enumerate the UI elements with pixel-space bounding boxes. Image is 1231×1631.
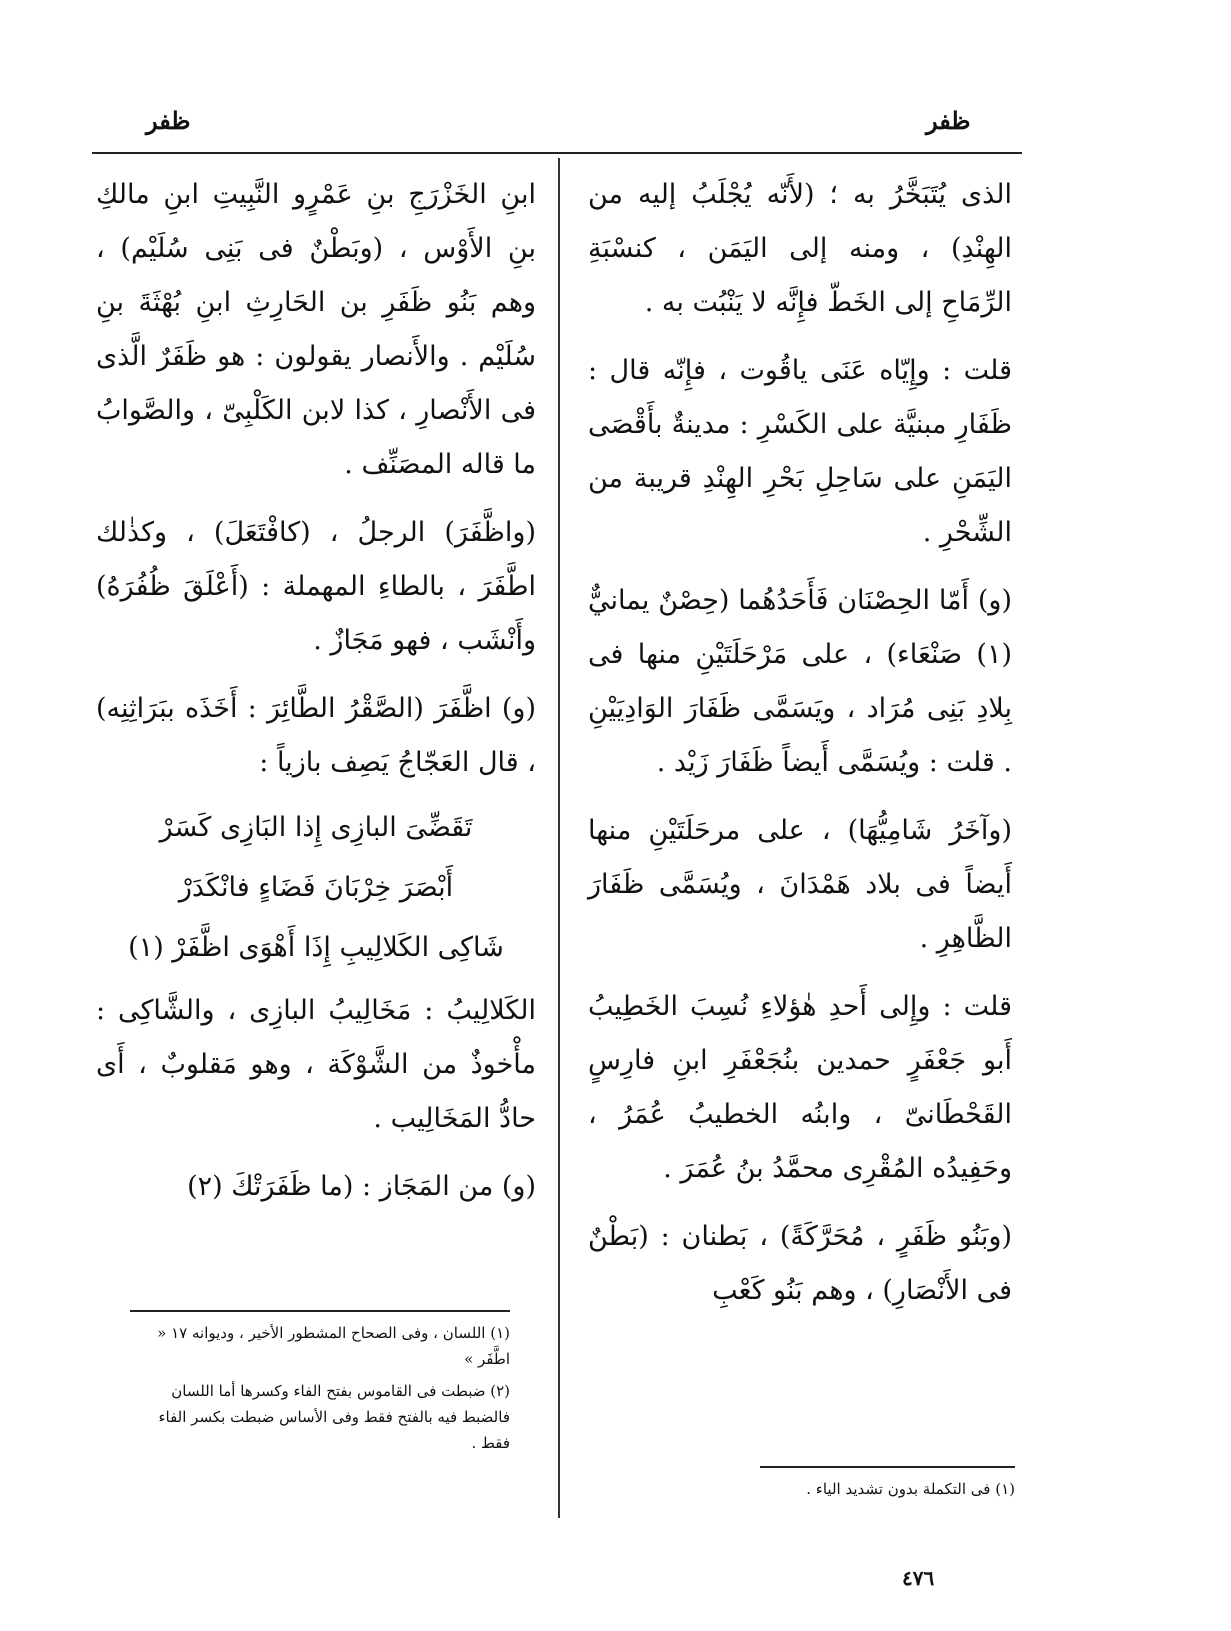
header-rule [92,152,1022,154]
page-number: ٤٧٦ [902,1566,935,1590]
paragraph: قلت : وإِيّاه عَنَى ياقُوت ، فإِنّه قال : ظَفَارِ مبنيَّة على الكَسْرِ : مدينةٌ بأَقْصَى اليَمَنِ على سَاحِلِ بَحْرِ الهِنْدِ قريبة من الشِّحْرِ . [588,355,1012,548]
verse-line: تَقَضِّىَ البازِى إِذا البَازِى كَسَرْ [159,812,473,843]
footnote: (١) فى التكملة بدون تشديد الياء . [806,1480,1015,1498]
right-column [588,168,1012,1332]
paragraph: (وآخَرُ شَامِيُّهَا) ، على مرحَلَتَيْنِ منها أَيضاً فى بلاد هَمْدَانَ ، ويُسَمَّى ظَفَارَ الظَّاهِرِ . [588,815,1012,954]
paragraph: قلت : وإِلى أَحدِ هٰؤلاءِ نُسِبَ الخَطِيبُ أَبو جَعْفَرٍ حمدين بنُجَعْفَرِ ابنِ فارِسٍ القَحْطَانىّ ، وابنُه الخطيبُ عُمَرُ ، وحَفِيدُه المُقْرِى محمَّدُ بنُ عُمَرَ . [588,991,1012,1184]
footnotes-right [760,1466,1015,1508]
left-column [96,168,536,1228]
footnote: (١) اللسان ، وفى الصحاح المشطور الأخير ، وديوانه ١٧ « اطَّفَر » [157,1324,510,1368]
column-divider [558,158,560,1518]
header-word-left: ظفر [146,106,191,135]
footnotes-left [130,1310,510,1462]
paragraph: (و) أَمّا الحِصْنَان فَأَحَدُهُما (حِصْنٌ يمانيٌّ (١) صَنْعَاء) ، على مَرْحَلَتَيْنِ منها فى بِلادِ بَنِى مُرَاد ، ويَسَمَّى ظَفَارَ الوَادِيَيْنِ . قلت : ويُسَمَّى أَيضاً ظَفَارَ زَيْد . [588,585,1012,778]
paragraph: (وبَنُو ظَفَرٍ ، مُحَرَّكَةً) ، بَطنان : (بَطْنٌ فى الأَنْصَارِ) ، وهم بَنُو كَعْبِ [588,1221,1012,1306]
paragraph: (واظَّفَرَ) الرجلُ ، (كافْتَعَلَ) ، وكذٰلك اطَّفَرَ ، بالطاءِ المهملة : (أَعْلَقَ ظُفُرَهُ) وأَنْشَب ، فهو مَجَازٌ . [96,517,536,656]
verse-line: شَاكِى الكَلالِيبِ إِذَا أَهْوَى اظَّفَرْ (١) [128,932,504,963]
paragraph: (و) اظَّفَرَ (الصَّقْرُ الطَّائِرَ : أَخَذَه ببَرَاثِنِه) ، قال العَجّاجُ يَصِف بازياً : [96,693,536,778]
paragraph: الذى يُتَبَخَّرُ به ؛ (لأَنّه يُجْلَبُ إليه من الهِنْدِ) ، ومنه إلى اليَمَن ، كنسْبَةِ الرِّمَاحِ إلى الخَطّ فإِنَّه لا يَنْبُت به . [588,179,1012,318]
verse-line: أَبْصَرَ خِرْبَانَ فَضَاءٍ فانْكَدَرْ [178,872,454,903]
header-word-right: ظفر [926,106,971,135]
footnote: (٢) ضبطت فى القاموس بفتح الفاء وكسرها أما اللسان فالضبط فيه بالفتح فقط وفى الأساس ضبطت بكسر الفاء فقط . [158,1382,510,1452]
paragraph: الكَلالِيبُ : مَخَالِيبُ البازِى ، والشَّاكِى : مأْخوذٌ من الشَّوْكَة ، وهو مَقلوبٌ ، أَى حادُّ المَخَالِيب . [96,995,536,1134]
paragraph: ابنِ الخَزْرَجِ بنِ عَمْرٍو النَّبِيتِ ابنِ مالكِ بنِ الأَوْس ، (وبَطْنٌ فى بَنِى سُلَيْم) ، وهم بَنُو ظَفَرِ بن الحَارِثِ ابنِ بُهْثَةَ بنِ سُلَيْم . والأَنصار يقولون : هو ظَفَرٌ الَّذى فى الأَنْصارِ ، كذا لابن الكَلْبِىّ ، والصَّوابُ ما قاله المصَنِّف . [96,179,536,480]
paragraph: (و) من المَجَاز : (ما ظَفَرَتْكَ (٢) [187,1171,536,1202]
